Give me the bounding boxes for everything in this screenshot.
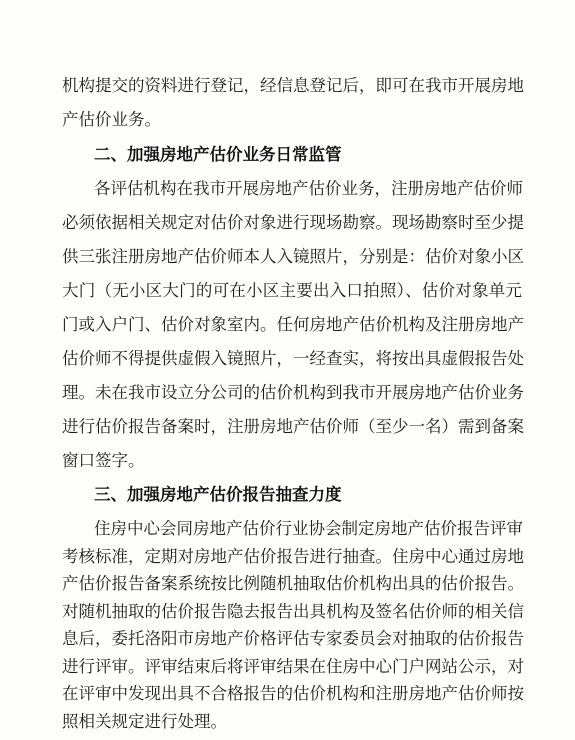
paragraph-line: 门或入户门、估价对象室内。任何房地产估价机构及注册房地产 [62,315,524,334]
paragraph-line: 照相关规定进行处理。 [62,712,227,731]
section-heading: 二、加强房地产估价业务日常监管 [94,145,342,164]
paragraph-line: 进行估价报告备案时，注册房地产估价师（至少一名）需到备案 [62,417,524,436]
paragraph-line: 各评估机构在我市开展房地产估价业务，注册房地产估价师 [94,179,523,198]
paragraph-line: 住房中心会同房地产估价行业协会制定房地产估价报告评审 [94,519,523,538]
paragraph-line: 进行评审。评审结束后将评审结果在住房中心门户网站公示，对 [62,657,524,676]
paragraph-line: 产估价报告备案系统按比例随机抽取估价机构出具的估价报告。 [62,574,524,593]
paragraph-line: 大门（无小区大门的可在小区主要出入口拍照）、估价对象单元 [62,281,522,300]
paragraph-line: 窗口签字。 [62,451,145,470]
paragraph-line: 估价师不得提供虚假入镜照片，一经查实，将按出具虚假报告处 [62,349,524,368]
paragraph-line: 供三张注册房地产估价师本人入镜照片，分别是：估价对象小区 [62,247,524,266]
paragraph-line: 产估价业务。 [62,110,161,129]
paragraph-line: 理。未在我市设立分公司的估价机构到我市开展房地产估价业务 [62,383,524,402]
paragraph-line: 考核标准，定期对房地产估价报告进行抽查。住房中心通过房地 [62,547,524,566]
section-heading: 三、加强房地产估价报告抽查力度 [94,485,342,504]
paragraph-line: 对随机抽取的估价报告隐去报告出具机构及签名估价师的相关信 [62,602,524,621]
paragraph-line: 必须依据相关规定对估价对象进行现场勘察。现场勘察时至少提 [62,213,524,232]
paragraph-line: 息后，委托洛阳市房地产价格评估专家委员会对抽取的估价报告 [62,629,524,648]
paragraph-line: 机构提交的资料进行登记，经信息登记后，即可在我市开展房地 [62,76,524,95]
paragraph-line: 在评审中发现出具不合格报告的估价机构和注册房地产估价师按 [62,684,524,703]
